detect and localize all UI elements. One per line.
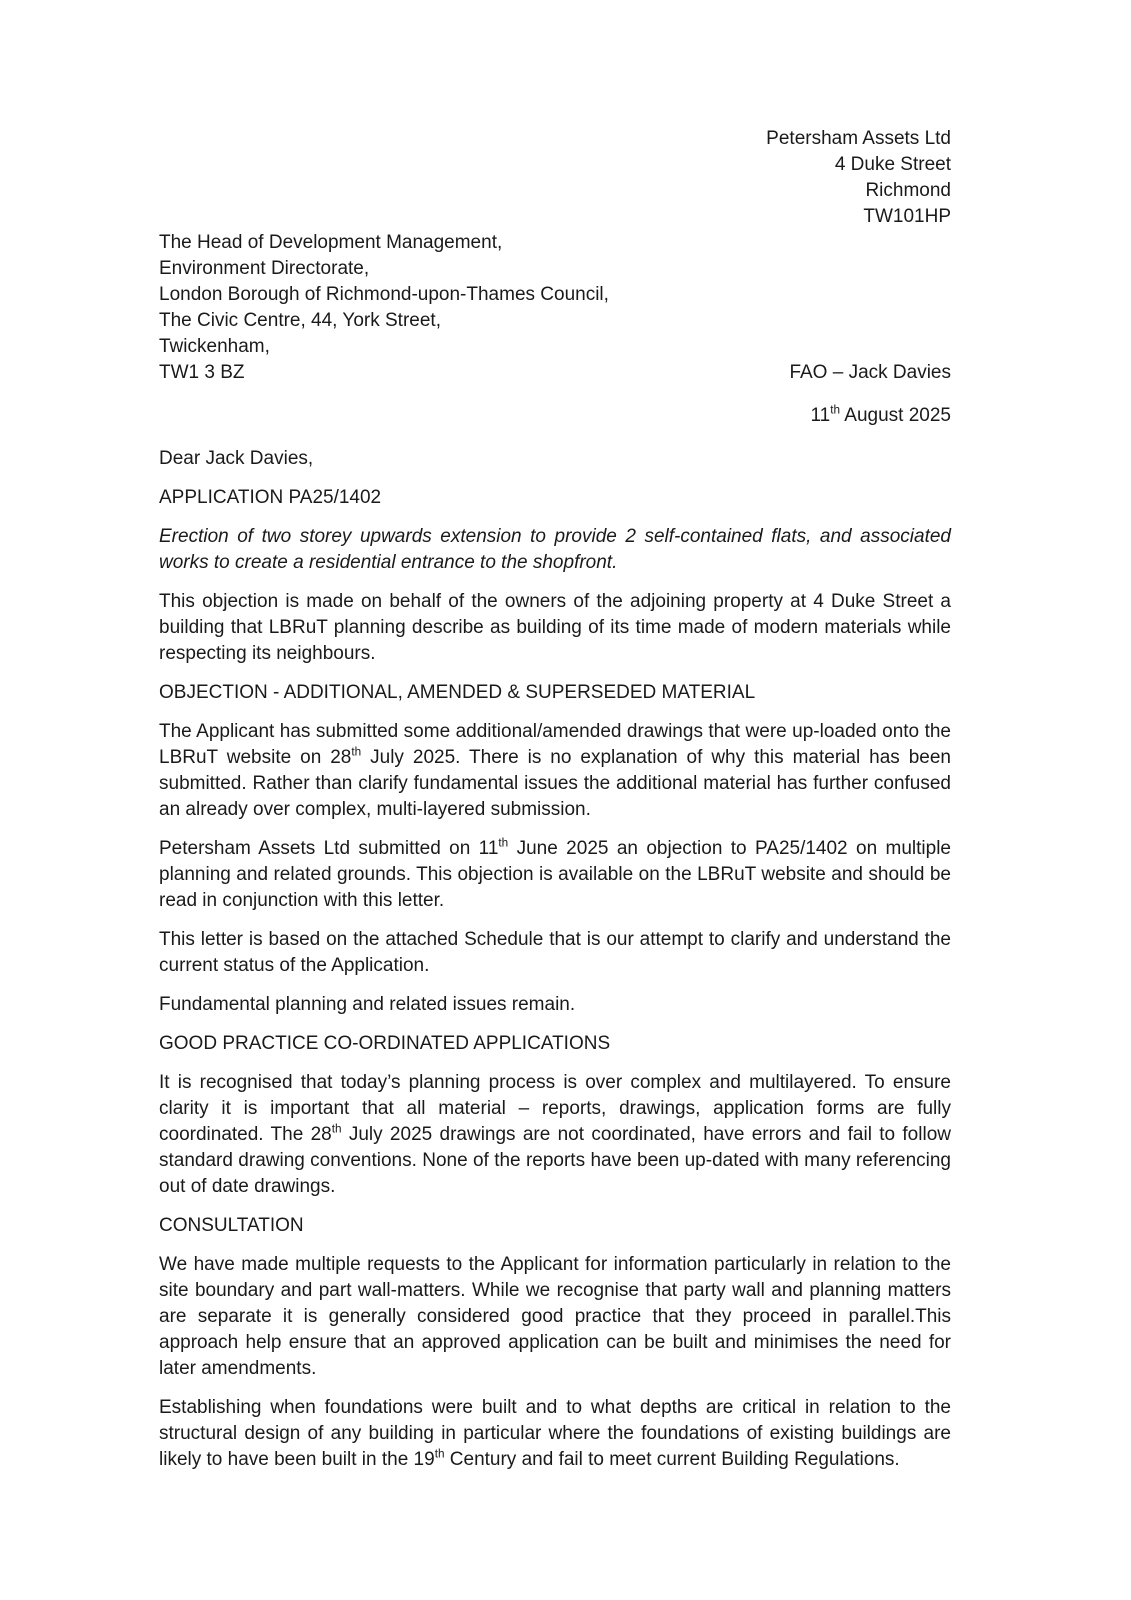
superscript: th — [331, 1122, 342, 1136]
text-segment: This objection is made on behalf of the owners of the adjoining property at 4 Duke Street a building that LBRuT planning describe as building of its time made of modern materials while respecting its neighbours. — [159, 591, 951, 664]
letter-body — [159, 446, 951, 1473]
section-consultation — [159, 1213, 951, 1239]
recipient-line: London Borough of Richmond-upon-Thames Council, — [159, 284, 609, 305]
text-segment: Erection of two storey upwards extension to provide 2 self-contained flats, and associated works to create a residential entrance to the shopfront. — [159, 526, 951, 573]
petersham-objection — [159, 836, 951, 914]
sender-address — [159, 126, 951, 230]
fundamental-issues — [159, 992, 951, 1018]
superscript: th — [434, 1447, 445, 1461]
foundations-paragraph — [159, 1395, 951, 1473]
superscript: th — [351, 745, 362, 759]
superscript: th — [830, 403, 841, 417]
sender-line: TW101HP — [863, 206, 951, 227]
recipient-line: Twickenham, — [159, 336, 270, 357]
text-segment: 11 — [810, 405, 831, 426]
section-good-practice — [159, 1031, 951, 1057]
text-segment: GOOD PRACTICE CO-ORDINATED APPLICATIONS — [159, 1033, 611, 1054]
text-segment: June 2025 an objection to PA25/1402 on multiple planning and related grounds. This objection is available on the LBRuT website and should be read in conjunction with this letter. — [159, 838, 951, 911]
recipient-line: The Head of Development Management, — [159, 232, 503, 253]
letter-date — [159, 403, 951, 429]
application-reference — [159, 485, 951, 511]
objection-intro — [159, 589, 951, 667]
consultation-requests — [159, 1252, 951, 1382]
text-segment: Petersham Assets Ltd submitted on 11 — [159, 838, 499, 859]
applicant-submission — [159, 719, 951, 823]
text-segment: This letter is based on the attached Schedule that is our attempt to clarify and understand the current status of the Application. — [159, 929, 951, 976]
text-segment: It is recognised that today’s planning process is over complex and multilayered. To ensure clarity it is important that all material – reports, drawings, application forms are fully coordinated. The 28 — [159, 1072, 951, 1145]
sender-line: Richmond — [865, 180, 951, 201]
recipient-line: The Civic Centre, 44, York Street, — [159, 310, 441, 331]
text-segment: Fundamental planning and related issues remain. — [159, 994, 576, 1015]
salutation — [159, 446, 951, 472]
text-segment: Establishing when foundations were built and to what depths are critical in relation to the structural design of any building in particular where the foundations of existing buildings are likely to have been built in the 19 — [159, 1397, 951, 1470]
text-segment: OBJECTION - ADDITIONAL, AMENDED & SUPERSEDED MATERIAL — [159, 682, 756, 703]
text-segment: We have made multiple requests to the Applicant for information particularly in relation to the site boundary and part wall-matters. While we recognise that party wall and planning matters are separate it is generally considered good practice that they proceed in parallel.This approach help ensure that an approved application can be built and minimises the need for later amendments. — [159, 1254, 951, 1379]
recipient-address — [159, 230, 951, 360]
recipient-fao-row — [159, 360, 951, 386]
text-segment: Dear Jack Davies, — [159, 448, 314, 469]
superscript: th — [498, 836, 509, 850]
text-segment: Century and fail to meet current Building Regulations. — [444, 1449, 900, 1470]
schedule-basis — [159, 927, 951, 979]
recipient-postcode: TW1 3 BZ — [159, 362, 245, 383]
sender-line: Petersham Assets Ltd — [766, 128, 951, 149]
text-segment: July 2025 drawings are not coordinated, have errors and fail to follow standard drawing conventions. None of the reports have been up-dated with many referencing out of date drawings. — [159, 1124, 951, 1197]
proposal-description — [159, 524, 951, 576]
sender-line: 4 Duke Street — [834, 154, 951, 175]
text-segment: APPLICATION PA25/1402 — [159, 487, 382, 508]
text-segment: July 2025. There is no explanation of why this material has been submitted. Rather than clarify fundamental issues the additional material has further confused an already over complex, multi-layered submission. — [159, 747, 951, 820]
text-segment: CONSULTATION — [159, 1215, 304, 1236]
section-objection-material — [159, 680, 951, 706]
coordination-paragraph — [159, 1070, 951, 1200]
fao-line: FAO – Jack Davies — [789, 362, 951, 383]
recipient-line: Environment Directorate, — [159, 258, 370, 279]
text-segment: August 2025 — [840, 405, 951, 426]
text-segment: The Applicant has submitted some additional/amended drawings that were up-loaded onto the LBRuT website on 28 — [159, 721, 951, 768]
